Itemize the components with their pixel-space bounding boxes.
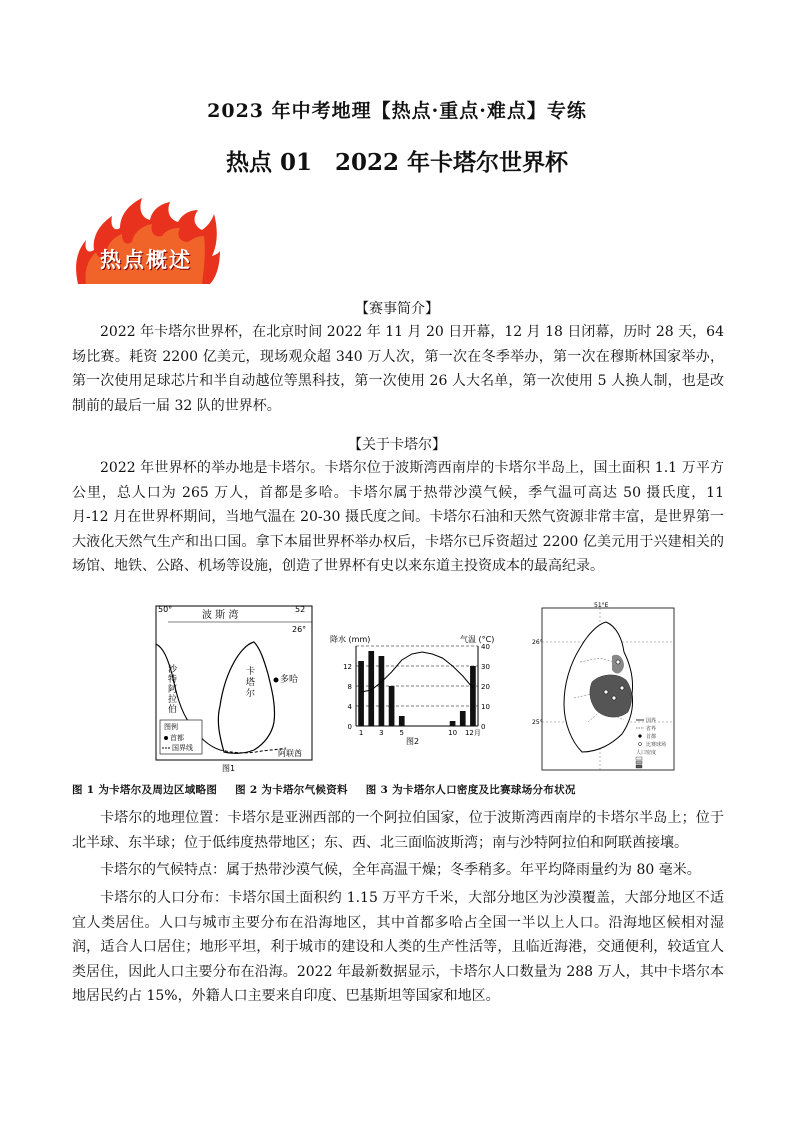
fig1-lon-label-right: 52 — [295, 605, 306, 614]
precip-bar — [389, 686, 395, 726]
precip-bar — [358, 661, 364, 726]
hot-topic-badge — [72, 196, 220, 288]
fig2-left-axis-title: 降水 (mm) — [330, 635, 371, 644]
fig1-qatar-char1: 卡 — [246, 667, 256, 677]
fig1-label: 图1 — [222, 764, 236, 773]
paragraph-population: 卡塔尔的人口分布：卡塔尔国土面积约 1.15 万平方千米，大部分地区为沙漠覆盖，大部分地区不适宜人类居住。人口与城市主要分布在沿海地区，其中首都多哈占全国一半以上人口。沿海地区候相对湿润，适合人口居住；地形平坦，利于城市的建设和人类的生产性活等，且临近海港，交通便利，较适宜人类居住，因此人口主要分布在沿海。2022 年最新数据显示，卡塔尔人口数量为 288 万人，其中卡塔尔本地居民约占 15%，外籍人口主要来自印度、巴基斯坦等国家和地区。 — [72, 890, 724, 1004]
climate-x-tick-label: 5 — [399, 729, 404, 737]
precip-bar — [470, 666, 476, 726]
fig1-saudi-char4: 拉 — [168, 695, 178, 705]
figure-2-climate-chart — [328, 628, 504, 748]
doc-title-topic: 热点 01 2022 年卡塔尔世界杯 — [225, 149, 569, 176]
climate-right-tick-label: 10 — [481, 703, 490, 711]
figure-1-map — [150, 602, 318, 774]
paragraph-climate: 卡塔尔的气候特点：属于热带沙漠气候，全年高温干燥；冬季稍多。年平均降雨量约为 80 毫米。 — [100, 862, 701, 878]
figure-3-population-map — [530, 602, 680, 774]
climate-x-tick-label: 10 — [448, 729, 458, 737]
climate-left-tick-label: 12 — [343, 663, 352, 671]
caption-fig2: 图 2 为卡塔尔气候资料 — [235, 784, 348, 796]
fig1-saudi-char3: 阿 — [168, 685, 178, 695]
fig1-legend-capital: 首都 — [170, 734, 184, 742]
fig3-legend-item-4: 比赛球场 — [646, 742, 667, 748]
precip-bar — [450, 721, 456, 726]
climate-x-tick-label: 12月 — [464, 729, 481, 737]
doc-title-series: 2023 年中考地理【热点·重点·难点】专练 — [207, 100, 587, 122]
precip-bar — [460, 711, 466, 726]
climate-left-tick-label: 4 — [347, 703, 352, 711]
section-heading-qatar: 【关于卡塔尔】 — [348, 437, 446, 453]
fig3-legend-item-3: 首都 — [646, 734, 657, 740]
fig1-sea-label: 波 斯 湾 — [202, 610, 239, 621]
fig1-capital-label: 多哈 — [280, 675, 299, 685]
paragraph-location: 卡塔尔的地理位置：卡塔尔是亚洲西部的一个阿拉伯国家，位于波斯湾西南岸的卡塔尔半岛上；位于北半球、东半球；位于低纬度热带地区；东、西、北三面临波斯湾；南与沙特阿拉伯和阿联酋接壤。 — [72, 810, 724, 851]
fig1-qatar-char3: 尔 — [246, 689, 256, 699]
fig2-right-axis-title: 气温 (°C) — [460, 635, 495, 644]
fig1-legend-title: 图例 — [164, 723, 178, 731]
fig1-saudi-char1: 沙 — [168, 665, 178, 675]
precip-bar — [399, 716, 405, 726]
fig3-lon-label: 51°E — [594, 602, 609, 609]
fig1-legend-capital-dot — [164, 736, 168, 740]
fig2-label: 图2 — [406, 737, 420, 746]
climate-left-tick-label: 8 — [347, 683, 352, 691]
fig1-lat-label: 26° — [292, 625, 307, 634]
fig3-stadium-marker — [620, 686, 624, 690]
fig3-stadium-marker — [612, 696, 616, 700]
fig3-legend-scale-title: 人口密度 — [636, 750, 657, 756]
paragraph-event-intro: 2022 年卡塔尔世界杯，在北京时间 2022 年 11 月 20 日开幕，12 月 18 日闭幕，历时 28 天，64 场比赛。耗资 2200 亿美元，现场观众超 340 万人次，第一次在冬季举办，第一次在穆斯林国家举办，第一次使用足球芯片和半自动越位等黑科技，第一次使用 26 人大名单，第一次使用 5 人换人制，也是改制前的最后一届 32 队的世界杯。 — [72, 324, 724, 414]
fig3-legend-item-2: 省界 — [646, 726, 657, 732]
caption-fig1: 图 1 为卡塔尔及周边区域略图 — [72, 784, 218, 796]
fig3-lat-label-top: 26° — [532, 639, 543, 646]
badge-label: 热点概述 — [100, 248, 192, 272]
climate-right-tick-label: 30 — [481, 663, 490, 671]
climate-right-tick-label: 40 — [481, 643, 490, 651]
section-heading-event: 【赛事简介】 — [355, 301, 439, 317]
fig3-legend-item-1: 国界 — [646, 718, 657, 724]
precip-bar — [379, 656, 385, 726]
climate-x-tick-label: 1 — [358, 729, 364, 737]
paragraph-about-qatar: 2022 年世界杯的举办地是卡塔尔。卡塔尔位于波斯湾西南岸的卡塔尔半岛上，国土面积 1.1 万平方公里，总人口为 265 万人，首都是多哈。卡塔尔属于热带沙漠气候，季气温可高达 50 摄氏度，11 月-12 月在世界杯期间，当地气温在 20-30 摄氏度之间。卡塔尔石油和天然气资源非常丰富，是世界第一大液化天然气生产和出口国。拿下本届世界杯举办权后，卡塔尔已斥资超过 2200 亿美元用于兴建相关的场馆、地铁、公路、机场等设施，创造了世界杯有史以来东道主投资成本的最高纪录。 — [72, 460, 724, 574]
climate-left-tick-label: 0 — [347, 723, 352, 731]
fig1-qatar-char2: 塔 — [246, 678, 256, 688]
fig1-uae-label: 阿联酋 — [278, 749, 302, 758]
figure-captions — [72, 782, 724, 797]
climate-right-tick-label: 0 — [481, 723, 486, 731]
climate-x-tick-label: 3 — [379, 729, 384, 737]
fig1-lon-label: 50° — [158, 605, 173, 614]
fig1-legend-border: 国界线 — [172, 744, 193, 752]
climate-right-tick-label: 20 — [481, 683, 490, 691]
fig1-saudi-char5: 伯 — [168, 705, 178, 715]
fig3-stadium-marker — [616, 660, 620, 664]
fig1-capital-dot — [274, 678, 279, 683]
fig1-saudi-char2: 特 — [168, 675, 178, 685]
flame-icon — [72, 196, 220, 288]
fig3-lat-label-bottom: 25° — [532, 719, 543, 726]
caption-fig3: 图 3 为卡塔尔人口密度及比赛球场分布状况 — [365, 784, 576, 796]
fig3-stadium-marker — [604, 690, 608, 694]
